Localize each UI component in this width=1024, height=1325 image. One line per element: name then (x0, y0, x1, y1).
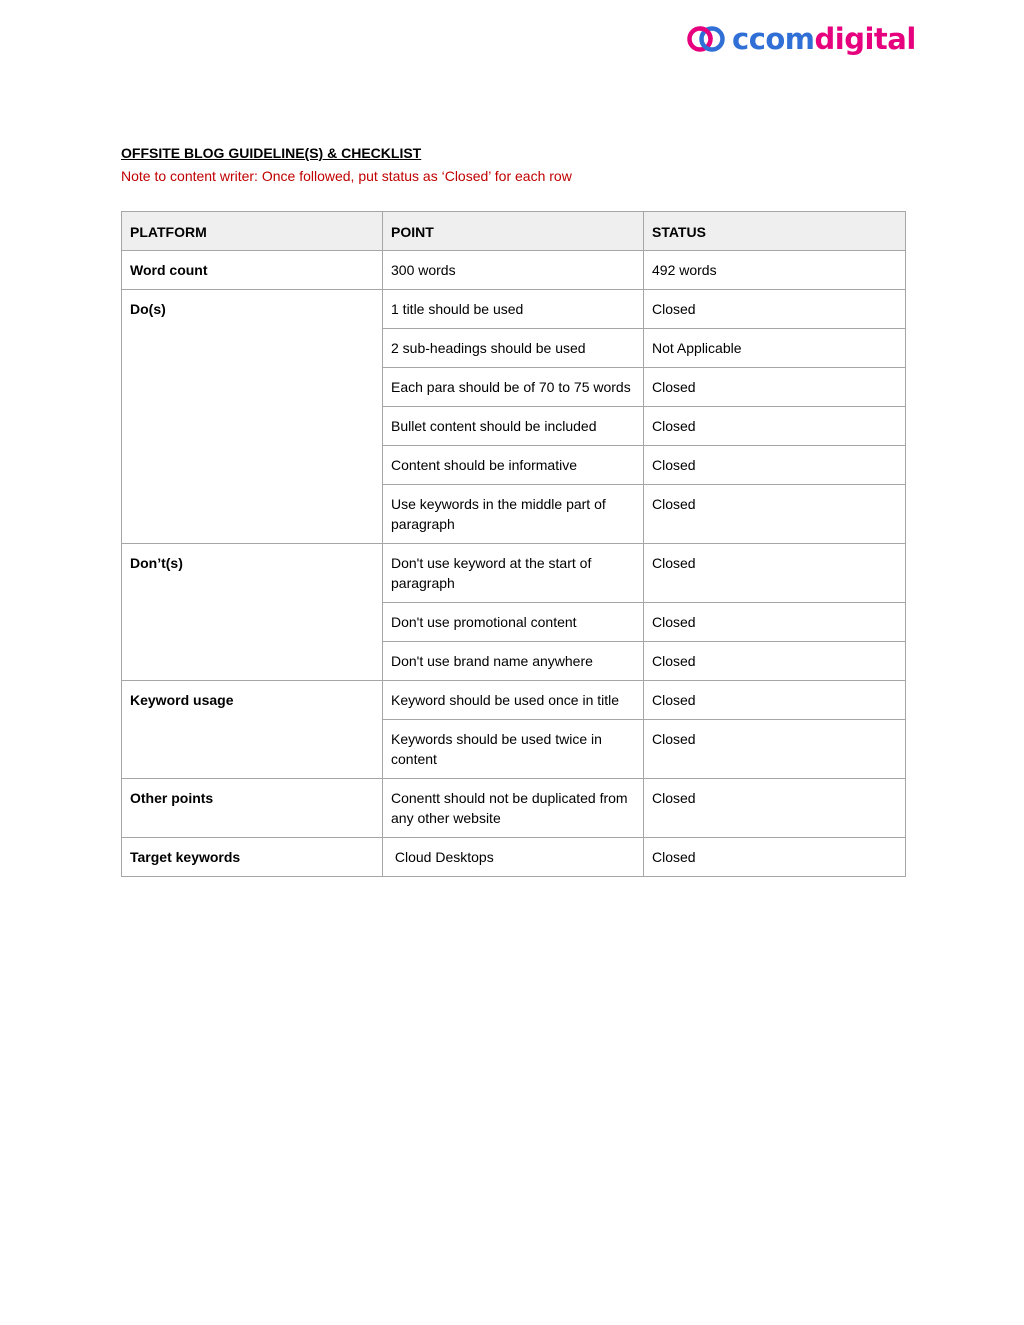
status-cell: Closed (644, 603, 906, 642)
point-cell: Don't use keyword at the start of paragraph (383, 544, 644, 603)
writer-note: Note to content writer: Once followed, put status as ‘Closed’ for each row (121, 168, 572, 184)
status-cell: Closed (644, 485, 906, 544)
table-row (122, 838, 906, 877)
brand-logo (686, 24, 916, 54)
status-cell: 492 words (644, 251, 906, 290)
table-row (122, 290, 906, 329)
platform-cell: Other points (122, 779, 383, 838)
point-cell: Keyword should be used once in title (383, 681, 644, 720)
status-cell: Closed (644, 368, 906, 407)
point-cell: Don't use brand name anywhere (383, 642, 644, 681)
point-cell: Content should be informative (383, 446, 644, 485)
column-header-platform: PLATFORM (122, 212, 383, 251)
platform-cell: Do(s) (122, 290, 383, 544)
status-cell: Closed (644, 642, 906, 681)
point-cell: 300 words (383, 251, 644, 290)
point-cell: Keywords should be used twice in content (383, 720, 644, 779)
table-row (122, 251, 906, 290)
platform-cell: Don’t(s) (122, 544, 383, 681)
table-header-row (122, 212, 906, 251)
column-header-point: POINT (383, 212, 644, 251)
point-cell: Bullet content should be included (383, 407, 644, 446)
status-cell: Not Applicable (644, 329, 906, 368)
column-header-status: STATUS (644, 212, 906, 251)
point-cell: Conentt should not be duplicated from any other website (383, 779, 644, 838)
status-cell: Closed (644, 544, 906, 603)
document-title: OFFSITE BLOG GUIDELINE(S) & CHECKLIST (121, 145, 422, 161)
platform-cell: Word count (122, 251, 383, 290)
point-cell: Use keywords in the middle part of paragraph (383, 485, 644, 544)
brand-wordmark: ccomdigital (732, 22, 916, 56)
status-cell: Closed (644, 407, 906, 446)
point-cell: 2 sub-headings should be used (383, 329, 644, 368)
status-cell: Closed (644, 290, 906, 329)
status-cell: Closed (644, 838, 906, 877)
status-cell: Closed (644, 446, 906, 485)
platform-cell: Keyword usage (122, 681, 383, 779)
interlocking-rings-icon (686, 24, 726, 54)
status-cell: Closed (644, 779, 906, 838)
platform-cell: Target keywords (122, 838, 383, 877)
status-cell: Closed (644, 720, 906, 779)
point-cell: Cloud Desktops (383, 838, 644, 877)
point-cell: Don't use promotional content (383, 603, 644, 642)
point-cell: 1 title should be used (383, 290, 644, 329)
point-cell: Each para should be of 70 to 75 words (383, 368, 644, 407)
table-row (122, 681, 906, 720)
table-row (122, 544, 906, 603)
status-cell: Closed (644, 681, 906, 720)
guideline-checklist-table (121, 211, 906, 877)
table-row (122, 779, 906, 838)
